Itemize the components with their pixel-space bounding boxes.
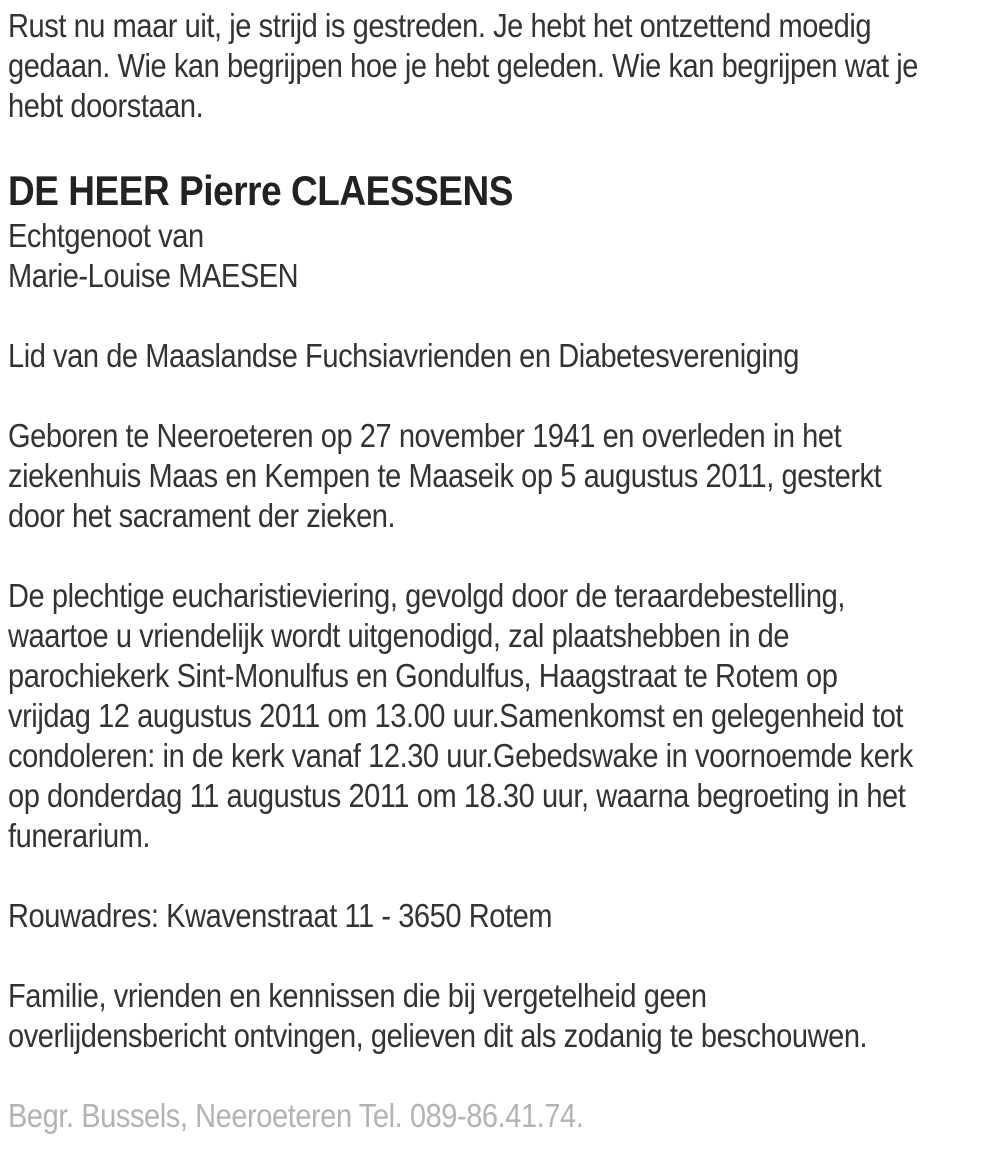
notice [8,976,992,1056]
service-details-line-5: condoleren: in de kerk vanaf 12.30 uur.Gebedswake in voornoemde kerk [8,737,913,774]
mourning-address [8,896,992,936]
service-details-line-6: op donderdag 11 augustus 2011 om 18.30 uur, waarna begroeting in het [8,777,906,814]
opening-verse-line-3: hebt doorstaan. [8,87,204,124]
funeral-home-credit [8,1096,992,1136]
service-details [8,576,992,856]
notice-line-1: Familie, vrienden en kennissen die bij vergetelheid geen [8,977,707,1014]
life-dates [8,416,992,536]
deceased-name-title: DE HEER Pierre CLAESSENS [8,167,513,214]
deceased-block [8,166,992,296]
memberships-line: Lid van de Maaslandse Fuchsiavrienden en Diabetesvereniging [8,337,799,374]
service-details-line-2: waartoe u vriendelijk wordt uitgenodigd, zal plaatshebben in de [8,617,790,654]
service-details-line-1: De plechtige eucharistieviering, gevolgd door de teraardebestelling, [8,577,845,614]
memberships [8,336,992,376]
mourning-address-line: Rouwadres: Kwavenstraat 11 - 3650 Rotem [8,897,553,934]
notice-line-2: overlijdensbericht ontvingen, gelieven dit als zodanig te beschouwen. [8,1017,868,1054]
opening-verse-line-1: Rust nu maar uit, je strijd is gestreden. Je hebt het ontzettend moedig [8,7,872,44]
service-details-line-7: funerarium. [8,817,151,854]
service-details-line-3: parochiekerk Sint-Monulfus en Gondulfus, Haagstraat te Rotem op [8,657,838,694]
deceased-spouse-name: Marie-Louise MAESEN [8,257,299,294]
opening-verse-line-2: gedaan. Wie kan begrijpen hoe je hebt geleden. Wie kan begrijpen wat je [8,47,918,84]
life-dates-line-1: Geboren te Neeroeteren op 27 november 1941 en overleden in het [8,417,842,454]
life-dates-line-3: door het sacrament der zieken. [8,497,396,534]
service-details-line-4: vrijdag 12 augustus 2011 om 13.00 uur.Samenkomst en gelegenheid tot [8,697,904,734]
funeral-home-line: Begr. Bussels, Neeroeteren Tel. 089-86.41.74. [8,1097,584,1134]
life-dates-line-2: ziekenhuis Maas en Kempen te Maaseik op 5 augustus 2011, gesterkt [8,457,882,494]
opening-verse [8,6,992,126]
deceased-relation: Echtgenoot van [8,217,204,254]
